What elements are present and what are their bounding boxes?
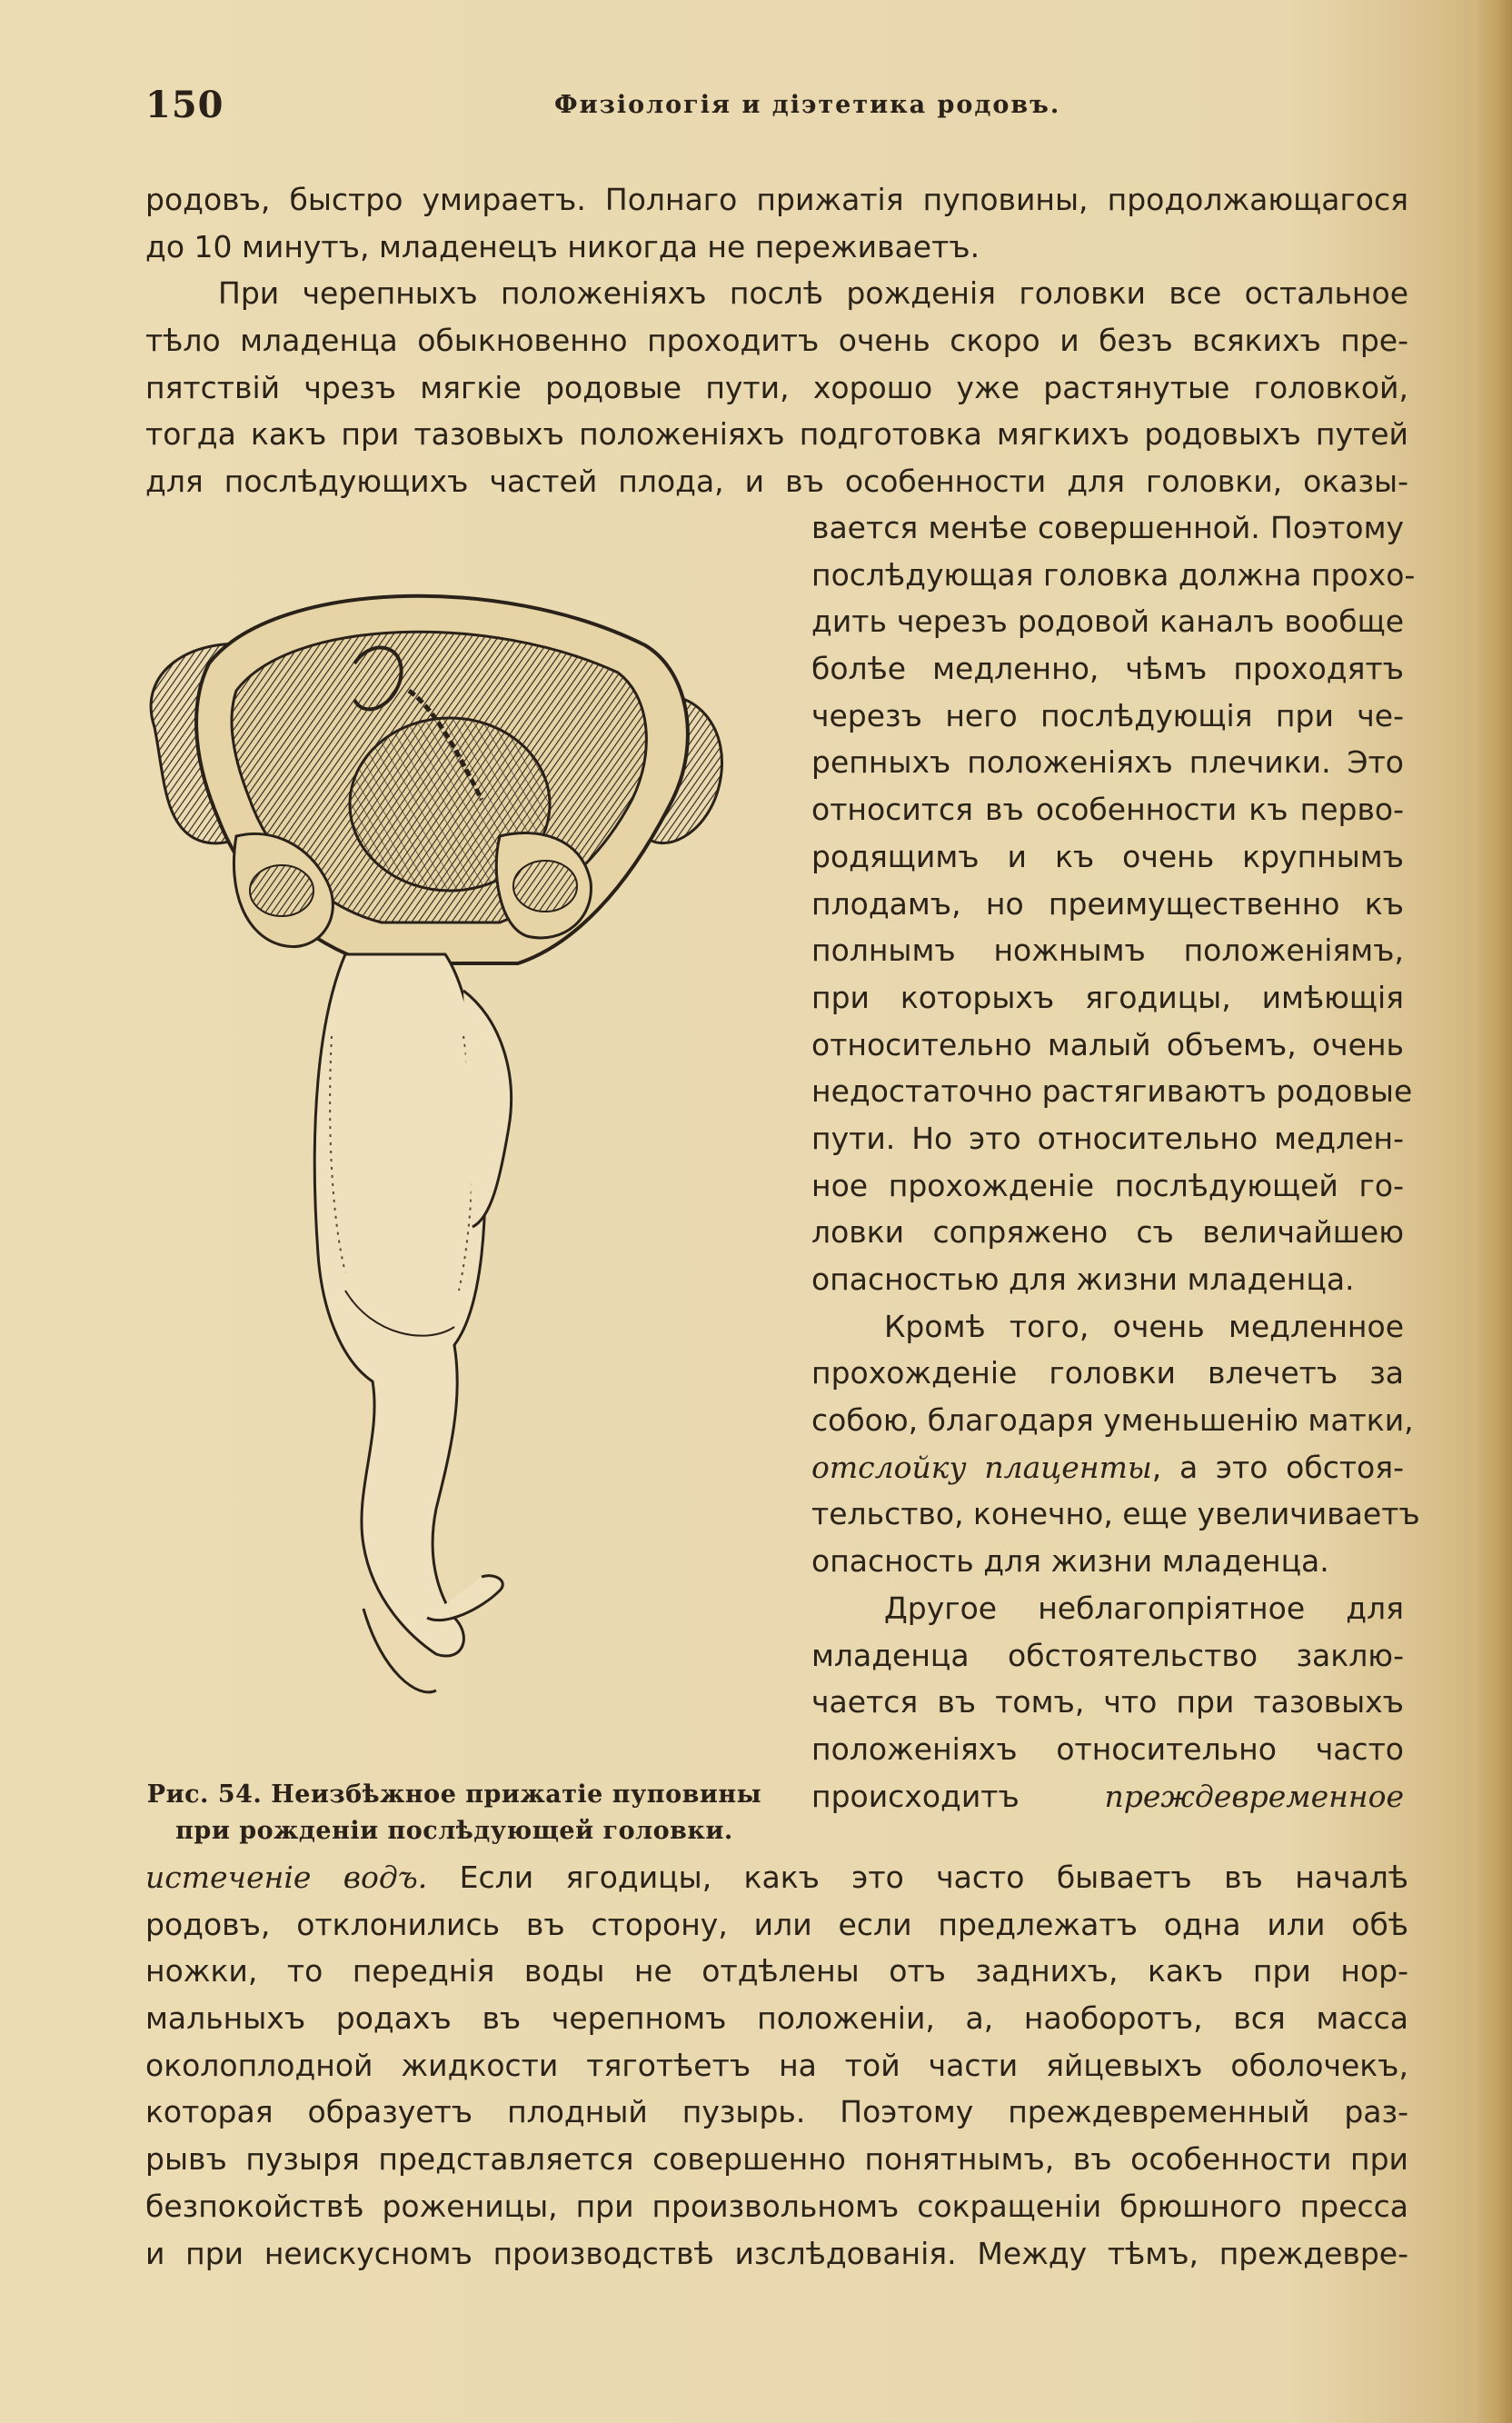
- text-line: дить черезъ родовой каналъ вообще: [811, 603, 1404, 640]
- text-line: прохожденіе головки влечетъ за: [811, 1355, 1404, 1391]
- text-line: собою, благодаря уменьшенію матки,: [811, 1402, 1414, 1439]
- text-line-with-italic: [811, 1444, 1404, 1491]
- text-line: Кромѣ того, очень медленное: [884, 1308, 1404, 1344]
- text-line: вается менѣе совершенной. Поэтому: [811, 510, 1404, 545]
- text-line: родовъ, быстро умираетъ. Полнаго прижатія пуповины, продолжающагося: [145, 182, 1408, 217]
- caption-line: при рожденіи послѣдующей головки.: [175, 1817, 733, 1845]
- italic-term: отслойку плаценты: [811, 1449, 1152, 1485]
- text-line: тогда какъ при тазовыхъ положеніяхъ подготовка мягкихъ родовыхъ путей: [145, 416, 1408, 453]
- bottom-paragraph: [145, 1854, 1408, 2277]
- text-line: относится въ особенности къ перво-: [811, 792, 1404, 828]
- text-line: безпокойствѣ роженицы, при произвольномъ сокращеніи брюшного пресса: [145, 2188, 1408, 2224]
- text-line: При черепныхъ положеніяхъ послѣ рожденія головки все остальное: [218, 275, 1408, 312]
- text-line-with-italic: [811, 1773, 1404, 1820]
- text-line: недостаточно растягиваютъ родовые: [811, 1073, 1413, 1110]
- text-line: относительно малый объемъ, очень: [811, 1026, 1404, 1062]
- text-line: рывъ пузыря представляется совершенно понятнымъ, въ особенности при: [145, 2141, 1408, 2178]
- text-line: плодамъ, но преимущественно къ: [811, 885, 1404, 922]
- text-line: и при неискусномъ производствѣ изслѣдованія. Между тѣмъ, преждевре-: [145, 2235, 1408, 2271]
- text-line: черезъ него послѣдующія при че-: [811, 697, 1404, 733]
- text-line: которая образуетъ плодный пузырь. Поэтому преждевременный раз-: [145, 2094, 1408, 2130]
- text-line: пятствій чрезъ мягкіе родовые пути, хорошо уже растянутые головкой,: [145, 369, 1408, 405]
- text-line: болѣе медленно, чѣмъ проходятъ: [811, 651, 1404, 687]
- text-line: чается въ томъ, что при тазовыхъ: [811, 1684, 1404, 1720]
- text-line: до 10 минутъ, младенецъ никогда не переживаетъ.: [145, 228, 980, 264]
- text-line: опасность для жизни младенца.: [811, 1543, 1329, 1580]
- right-column-text: [811, 504, 1420, 1820]
- text-line: полнымъ ножнымъ положеніямъ,: [811, 932, 1404, 969]
- text-line: тѣло младенца обыкновенно проходитъ очень скоро и безъ всякихъ пре-: [145, 323, 1408, 359]
- text-line: ное прохожденіе послѣдующей го-: [811, 1167, 1404, 1203]
- text-line: младенца обстоятельство заклю-: [811, 1637, 1404, 1673]
- text-line: послѣдующая головка должна прохо-: [811, 556, 1416, 593]
- text-line: для послѣдующихъ частей плода, и въ особенности для головки, оказы-: [145, 464, 1408, 500]
- top-paragraphs: [145, 176, 1408, 505]
- text-line: ловки сопряжено съ величайшею: [811, 1214, 1404, 1251]
- text-line: репныхъ положеніяхъ плечики. Это: [811, 744, 1404, 781]
- text-span: , а это обстоя-: [1151, 1449, 1405, 1485]
- pelvis-fetus-engraving: [136, 563, 763, 1772]
- page-number: 150: [145, 84, 224, 126]
- page-header: [145, 84, 1408, 138]
- caption-line: Рис. 54. Неизбѣжное прижатіе пуповины: [146, 1780, 762, 1809]
- text-line: при которыхъ ягодицы, имѣющія: [811, 979, 1404, 1015]
- page-edge-shadow: [1476, 0, 1512, 2423]
- text-line: мальныхъ родахъ въ черепномъ положеніи, а, наоборотъ, вся масса: [145, 2000, 1408, 2037]
- text-line: околоплодной жидкости тяготѣетъ на той части яйцевыхъ оболочекъ,: [145, 2047, 1408, 2083]
- text-line: пути. Но это относительно медлен-: [811, 1120, 1404, 1156]
- text-line: положеніяхъ относительно часто: [811, 1730, 1404, 1767]
- text-line: опасностью для жизни младенца.: [811, 1261, 1355, 1297]
- text-span: Если ягодицы, какъ это часто бываетъ въ началѣ: [427, 1860, 1408, 1895]
- text-line: Другое неблагопріятное для: [884, 1590, 1404, 1626]
- text-line: ножки, то переднія воды не отдѣлены отъ заднихъ, какъ при нор-: [145, 1953, 1408, 1989]
- text-line-with-italic: [145, 1854, 1408, 1901]
- text-line: родящимъ и къ очень крупнымъ: [811, 838, 1404, 874]
- running-head: Физіологія и діэтетика родовъ.: [554, 91, 1061, 119]
- text-span: происходитъ: [811, 1778, 1105, 1814]
- text-line: тельство, конечно, еще увеличиваетъ: [811, 1496, 1420, 1532]
- italic-term: преждевременное: [1104, 1778, 1404, 1814]
- figure-caption: [136, 1777, 772, 1850]
- text-line: родовъ, отклонились въ сторону, или если предлежатъ одна или обѣ: [145, 1906, 1408, 1942]
- italic-term: истеченіе водъ.: [145, 1860, 428, 1895]
- figure-illustration: [136, 563, 763, 1772]
